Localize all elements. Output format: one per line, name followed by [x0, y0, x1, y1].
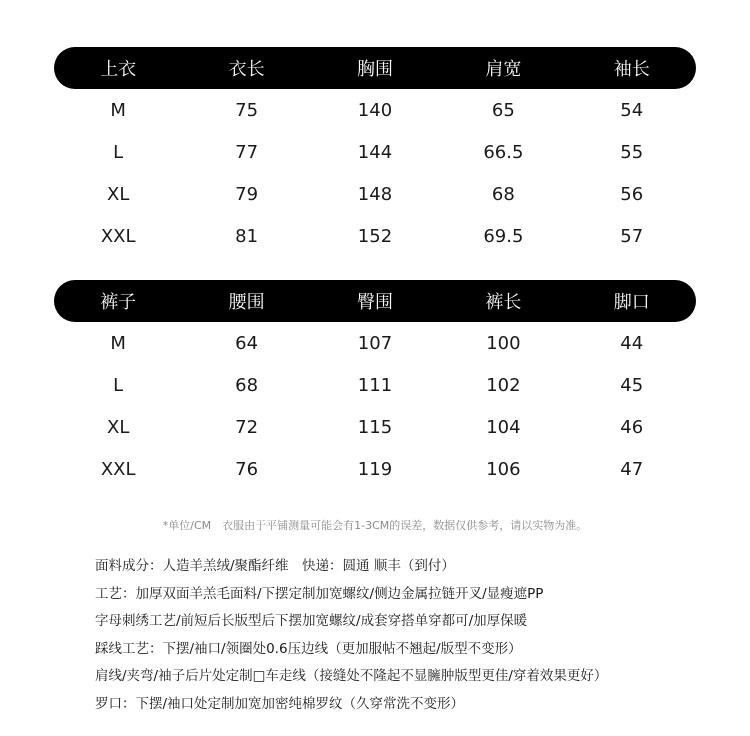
header-cell: 裤长 [485, 292, 522, 313]
table-cell: 119 [357, 458, 393, 480]
table-cell: 148 [357, 183, 393, 205]
table-cell: L [113, 374, 124, 396]
table-cell: 64 [235, 332, 259, 354]
header-cell: 衣长 [228, 59, 265, 80]
table-row [54, 448, 696, 490]
header-cell: 腰围 [228, 292, 265, 313]
detail-line: 字母刺绣工艺/前短后长版型后下摆加宽螺纹/成套穿搭单穿都可/加厚保暖 [95, 613, 528, 629]
table-cell: 45 [620, 374, 644, 396]
table-cell: 104 [486, 416, 521, 438]
table-cell: 79 [235, 183, 259, 205]
table-cell: L [113, 141, 124, 163]
table-cell: 152 [357, 225, 393, 247]
header-cell: 臀围 [356, 292, 393, 313]
table-cell: 144 [357, 141, 393, 163]
table-cell: 100 [486, 332, 521, 354]
table-row [54, 173, 696, 215]
table-cell: 68 [235, 374, 259, 396]
table-cell: 57 [620, 225, 644, 247]
product-details [95, 556, 735, 721]
table-cell: 76 [235, 458, 259, 480]
table-cell: M [110, 99, 126, 121]
detail-line: 肩线/夹弯/袖子后片处定制□车走线（接缝处不隆起不显臃肿版型更佳/穿着效果更好） [95, 668, 608, 684]
table-cell: 69.5 [483, 225, 524, 247]
header-cell: 裤子 [100, 292, 137, 313]
table-cell: 54 [620, 99, 644, 121]
table-cell: XL [107, 183, 130, 205]
table-row [54, 406, 696, 448]
table-cell: 66.5 [483, 141, 524, 163]
table-cell: 44 [620, 332, 644, 354]
table-row [54, 215, 696, 257]
bottom-table-header [54, 280, 696, 322]
measurement-note: *单位/CM 衣服由于平铺测量可能会有1-3CM的误差，数据仅供参考，请以实物为准。 [162, 519, 588, 532]
table-cell: 77 [235, 141, 259, 163]
detail-line: 工艺：加厚双面羊羔毛面料/下摆定制加宽螺纹/侧边金属拉链开叉/显瘦遮PP [95, 585, 544, 602]
table-cell: 47 [620, 458, 644, 480]
table-cell: 107 [357, 332, 393, 354]
table-cell: 46 [620, 416, 644, 438]
top-size-table [54, 47, 696, 257]
table-row [54, 364, 696, 406]
table-cell: 75 [235, 99, 259, 121]
detail-line: 罗口：下摆/袖口处定制加宽加密纯棉罗纹（久穿常洗不变形） [95, 695, 465, 712]
detail-line: 踩线工艺：下摆/袖口/领圈处0.6压边线（更加服帖不翘起/版型不变形） [95, 640, 522, 657]
table-cell: XXL [100, 458, 136, 480]
table-row [54, 322, 696, 364]
header-cell: 袖长 [613, 59, 650, 80]
table-cell: 65 [491, 99, 515, 121]
table-cell: XL [107, 416, 130, 438]
table-cell: 115 [357, 416, 393, 438]
header-cell: 脚口 [613, 292, 650, 313]
table-cell: XXL [100, 225, 136, 247]
table-row [54, 131, 696, 173]
table-cell: 111 [357, 374, 393, 396]
bottom-size-table [54, 280, 696, 490]
detail-line: 面料成分：人造羊羔绒/聚酯纤维 快递：圆通 顺丰（到付） [95, 558, 455, 574]
table-cell: 102 [486, 374, 521, 396]
table-cell: 72 [235, 416, 259, 438]
table-cell: 140 [357, 99, 393, 121]
table-row [54, 89, 696, 131]
table-cell: 81 [235, 225, 259, 247]
table-cell: 106 [486, 458, 521, 480]
header-cell: 胸围 [356, 59, 393, 80]
table-cell: 68 [491, 183, 515, 205]
header-cell: 肩宽 [485, 59, 522, 80]
table-cell: M [110, 332, 126, 354]
table-cell: 56 [620, 183, 644, 205]
top-table-header [54, 47, 696, 89]
header-cell: 上衣 [100, 59, 137, 80]
table-cell: 55 [620, 141, 644, 163]
